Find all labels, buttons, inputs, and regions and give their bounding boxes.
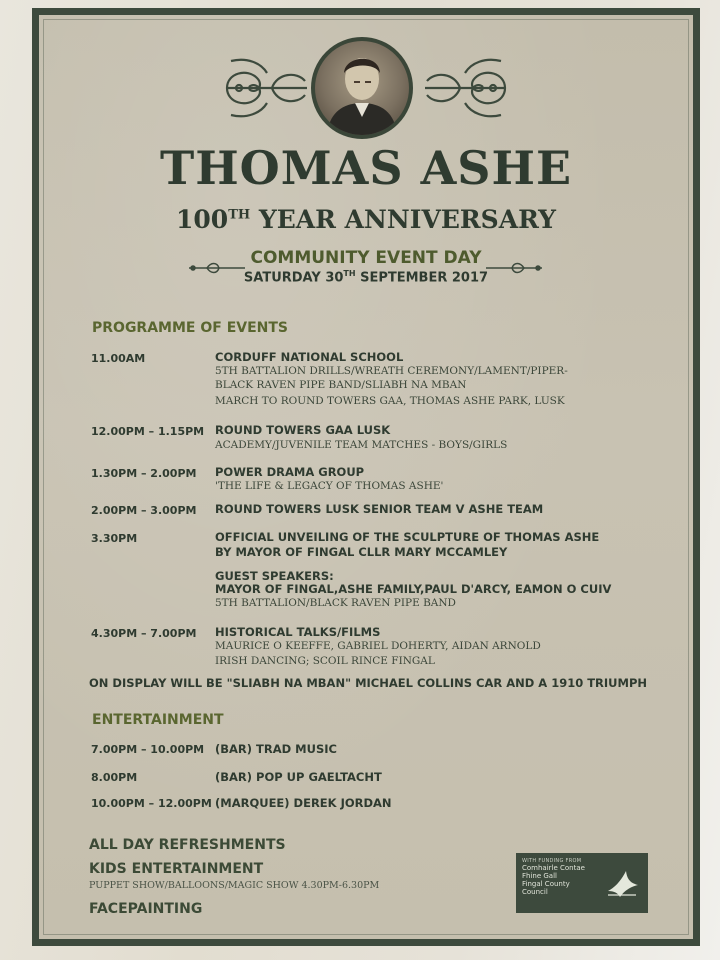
event-title: HISTORICAL TALKS/FILMS bbox=[215, 625, 381, 639]
event-title: MAYOR OF FINGAL,ASHE FAMILY,PAUL D'ARCY, EAMON O CUIV bbox=[215, 582, 612, 596]
anniversary-subtitle: 100TH YEAR ANNIVERSARY bbox=[176, 205, 556, 234]
poster bbox=[32, 8, 700, 946]
facepainting-heading: FACEPAINTING bbox=[89, 901, 203, 917]
poster-title: THOMAS ASHE bbox=[159, 141, 573, 195]
sponsor-line: Fhine Gall bbox=[522, 872, 557, 880]
scroll-ornament-left-icon bbox=[217, 53, 313, 123]
event-title: GUEST SPEAKERS: bbox=[215, 569, 334, 583]
event-time: 4.30PM – 7.00PM bbox=[91, 627, 197, 640]
entertainment-act: (MARQUEE) DEREK JORDAN bbox=[215, 796, 392, 810]
event-detail: 5TH BATTALION DRILLS/WREATH CEREMONY/LAMENT/PIPER- bbox=[215, 365, 568, 377]
refreshments-heading: ALL DAY REFRESHMENTS bbox=[89, 837, 286, 853]
kids-detail: PUPPET SHOW/BALLOONS/MAGIC SHOW 4.30PM-6.30PM bbox=[89, 880, 380, 891]
event-time: 12.00PM – 1.15PM bbox=[91, 425, 205, 438]
kids-heading: KIDS ENTERTAINMENT bbox=[89, 861, 264, 877]
event-time: 3.30PM bbox=[91, 532, 138, 545]
entertainment-act: (BAR) POP UP GAELTACHT bbox=[215, 770, 382, 784]
programme-heading: PROGRAMME OF EVENTS bbox=[92, 320, 288, 336]
entertainment-act: (BAR) TRAD MUSIC bbox=[215, 742, 337, 756]
sponsor-line: Fingal County bbox=[522, 880, 570, 888]
event-detail: ACADEMY/JUVENILE TEAM MATCHES - BOYS/GIRLS bbox=[215, 439, 508, 451]
event-title: CORDUFF NATIONAL SCHOOL bbox=[215, 350, 404, 364]
event-title: POWER DRAMA GROUP bbox=[215, 465, 365, 479]
scroll-ornament-right-icon bbox=[419, 53, 515, 123]
entertainment-heading: ENTERTAINMENT bbox=[92, 712, 224, 728]
entertainment-time: 7.00PM – 10.00PM bbox=[91, 743, 205, 756]
event-time: 2.00PM – 3.00PM bbox=[91, 504, 197, 517]
sponsor-logo-box bbox=[516, 853, 648, 913]
event-date: SATURDAY 30TH SEPTEMBER 2017 bbox=[243, 269, 489, 286]
event-time: 11.00AM bbox=[91, 352, 146, 365]
display-notice: ON DISPLAY WILL BE "SLIABH NA MBAN" MICHAEL COLLINS CAR AND A 1910 TRIUMPH bbox=[89, 676, 648, 690]
event-title: ROUND TOWERS LUSK SENIOR TEAM V ASHE TEAM bbox=[215, 502, 544, 516]
event-detail: MAURICE O KEEFFE, GABRIEL DOHERTY, AIDAN ARNOLD bbox=[215, 640, 541, 652]
event-day-title: COMMUNITY EVENT DAY bbox=[250, 248, 482, 268]
event-detail: IRISH DANCING; SCOIL RINCE FINGAL bbox=[215, 655, 435, 667]
event-title: OFFICIAL UNVEILING OF THE SCULPTURE OF THOMAS ASHE bbox=[215, 530, 600, 544]
event-detail: 'THE LIFE & LEGACY OF THOMAS ASHE' bbox=[215, 480, 444, 492]
portrait-photo bbox=[311, 37, 413, 139]
sponsor-line: Comhairle Contae bbox=[522, 864, 585, 872]
event-time: 1.30PM – 2.00PM bbox=[91, 467, 197, 480]
event-detail: BLACK RAVEN PIPE BAND/SLIABH NA MBAN bbox=[215, 379, 467, 391]
event-detail: 5TH BATTALION/BLACK RAVEN PIPE BAND bbox=[215, 597, 456, 609]
sponsor-line: Council bbox=[522, 888, 548, 896]
entertainment-time: 10.00PM – 12.00PM bbox=[91, 797, 212, 810]
sponsor-caption: WITH FUNDING FROM bbox=[522, 858, 582, 864]
entertainment-time: 8.00PM bbox=[91, 771, 138, 784]
event-title: ROUND TOWERS GAA LUSK bbox=[215, 423, 391, 437]
bird-logo-icon bbox=[606, 869, 640, 899]
event-detail: MARCH TO ROUND TOWERS GAA, THOMAS ASHE PARK, LUSK bbox=[215, 395, 565, 407]
event-title: BY MAYOR OF FINGAL CLLR MARY MCCAMLEY bbox=[215, 545, 508, 559]
